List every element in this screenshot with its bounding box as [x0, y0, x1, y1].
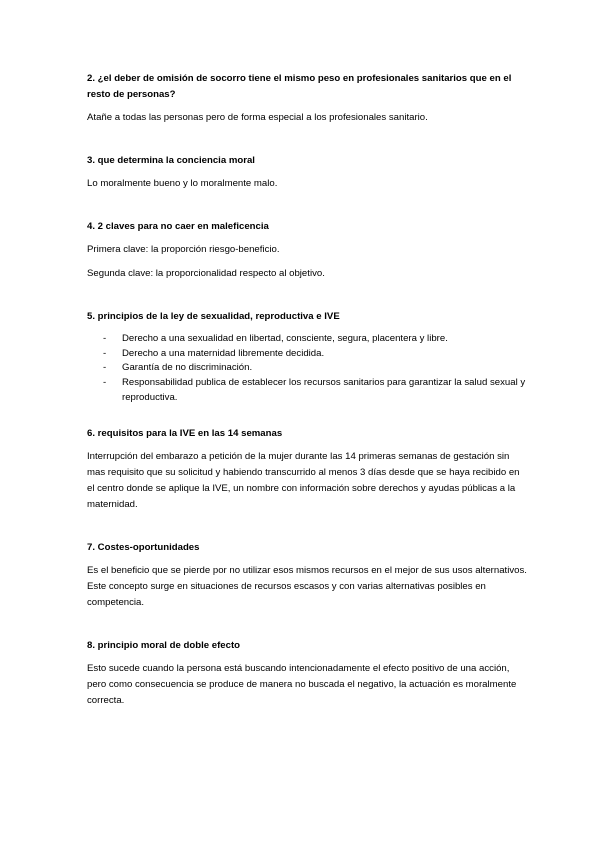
list-item-text: Derecho a una maternidad libremente decidida. [122, 347, 325, 359]
section-3 [87, 153, 527, 192]
list-item-text: Derecho a una sexualidad en libertad, consciente, segura, placentera y libre. [122, 333, 448, 344]
question-2-heading: 2. ¿el deber de omisión de socorro tiene el mismo peso en profesionales sanitarios que en el resto de personas? [87, 73, 512, 100]
answer-8-text: Esto sucede cuando la persona está buscando intencionadamente el efecto positivo de una acción, pero como consecuencia se produce de manera no buscada el negativo, la actuación es moralmente correcta. [87, 662, 517, 706]
principles-list [87, 332, 527, 406]
section-7 [87, 540, 527, 611]
bullet-marker: - [103, 347, 107, 359]
answer-6-text: Interrupción del embarazo a petición de la mujer durante las 14 primeras semanas de gestación sin mas requisito que su solicitud y habiendo transcurrido al menos 3 días desde que se haya recibido en el centro donde se aplique la IVE, un nombre con información sobre derechos y ayudas públicas a la maternidad. [87, 450, 520, 510]
section-5 [87, 309, 527, 406]
answer-2-text: Atañe a todas las personas pero de forma especial a los profesionales sanitario. [87, 112, 428, 123]
list-item [87, 376, 527, 405]
bullet-marker: - [103, 333, 107, 344]
section-8 [87, 638, 527, 709]
bullet-marker: - [103, 362, 107, 374]
list-item-text: Responsabilidad publica de establecer los recursos sanitarios para garantizar la salud sexual y reproductiva. [122, 377, 526, 403]
answer-4-first-key: Primera clave: la proporción riesgo-beneficio. [87, 244, 280, 255]
answer-7-text: Es el beneficio que se pierde por no utilizar esos mismos recursos en el mejor de sus usos alternativos. Este concepto surge en situaciones de recursos escasos y con varias alternativas posibles en competencia. [87, 564, 527, 608]
section-4 [87, 219, 527, 282]
list-item [87, 361, 527, 376]
question-6-heading: 6. requisitos para la IVE en las 14 semanas [87, 427, 283, 439]
question-7-heading: 7. Costes-oportunidades [87, 541, 200, 553]
bullet-marker: - [103, 377, 107, 389]
answer-4-second-key: Segunda clave: la proporcionalidad respecto al objetivo. [87, 268, 325, 279]
document-content [87, 71, 527, 709]
question-3-heading: 3. que determina la conciencia moral [87, 155, 255, 166]
question-4-heading: 4. 2 claves para no caer en maleficencia [87, 221, 269, 232]
list-item [87, 332, 527, 347]
list-item [87, 347, 527, 362]
section-6 [87, 426, 527, 513]
list-item-text: Garantía de no discriminación. [122, 362, 253, 374]
question-8-heading: 8. principio moral de doble efecto [87, 639, 240, 651]
section-2 [87, 71, 527, 126]
question-5-heading: 5. principios de la ley de sexualidad, reproductiva e IVE [87, 311, 340, 322]
answer-3-text: Lo moralmente bueno y lo moralmente malo. [87, 178, 278, 189]
